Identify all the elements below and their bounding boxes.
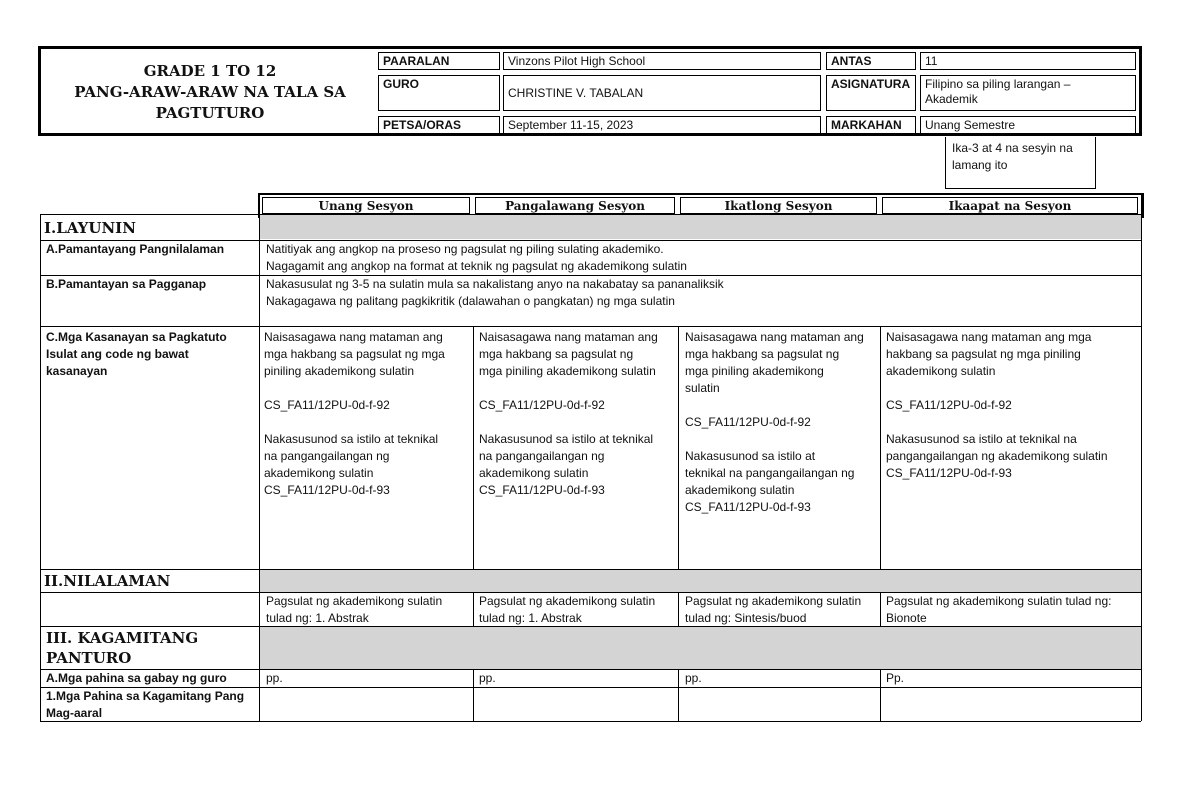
row-c-session-3: Naisasagawa nang mataman ang mga hakbang sa pagsulat ng mga piniling akademikong sulatin CS_FA11/12PU-0d-f-92 Nakasusunod sa istilo at teknikal na pangangailangan ng akademikong sulatin CS_FA11/12PU-0d-f-93 xyxy=(685,330,864,514)
grid-line xyxy=(40,569,1141,570)
grid-line xyxy=(473,669,474,721)
session-2-header: Pangalawang Sesyon xyxy=(475,197,675,214)
section-layunin: I.LAYUNIN xyxy=(44,219,136,237)
grid-line xyxy=(678,669,679,721)
grid-line xyxy=(880,326,881,570)
session-4-header: Ikaapat na Sesyon xyxy=(882,197,1138,214)
markahan-value: Unang Semestre xyxy=(920,116,1136,134)
nilalaman-session-3: Pagsulat ng akademikong sulatin tulad ng: Sintesis/buod xyxy=(685,594,862,625)
nilalaman-session-4: Pagsulat ng akademikong sulatin tulad ng: Bionote xyxy=(886,594,1112,625)
row-a-label: A.Pamantayang Pangnilalaman xyxy=(46,242,225,256)
antas-label: ANTAS xyxy=(826,52,916,70)
grid-line xyxy=(678,326,679,570)
row-b-label: B.Pamantayan sa Pagganap xyxy=(46,277,207,291)
grid-line xyxy=(678,592,679,626)
layunin-shade xyxy=(260,215,1141,239)
grid-line xyxy=(40,326,1141,327)
gabay-label: A.Mga pahina sa gabay ng guro xyxy=(46,671,227,685)
grid-line xyxy=(40,214,1141,215)
row-c-session-4: Naisasagawa nang mataman ang mga hakbang sa pagsulat ng mga piniling akademikong sulatin CS_FA11/12PU-0d-f-92 Nakasusunod sa istilo at teknikal na pangangailangan ng akademikong sulatin CS_FA11/12PU-0d-f-93 xyxy=(886,330,1108,480)
session-1-header: Unang Sesyon xyxy=(262,197,470,214)
session-3-header: Ikatlong Sesyon xyxy=(680,197,877,214)
section-nilalaman: II.NILALAMAN xyxy=(44,572,171,590)
row-c-label: C.Mga Kasanayan sa Pagkatuto Isulat ang code ng bawat kasanayan xyxy=(46,330,227,378)
gabay-session-4: Pp. xyxy=(886,671,905,685)
gabay-session-1: pp. xyxy=(266,671,283,685)
grid-line xyxy=(1141,193,1142,721)
row-c-session-2: Naisasagawa nang mataman ang mga hakbang sa pagsulat ng mga piniling akademikong sulatin CS_FA11/12PU-0d-f-92 Nakasusunod sa istilo at teknikal na pangangailangan ng akademikong sulatin CS_FA11/12PU-0d-f-93 xyxy=(479,330,658,497)
asignatura-label: ASIGNATURA xyxy=(826,75,916,111)
grid-line xyxy=(473,326,474,570)
petsa-value: September 11-15, 2023 xyxy=(503,116,821,134)
paaralan-value: Vinzons Pilot High School xyxy=(503,52,821,70)
row-c-session-1: Naisasagawa nang mataman ang mga hakbang sa pagsulat ng mga piniling akademikong sulatin CS_FA11/12PU-0d-f-92 Nakasusunod sa istilo at teknikal na pangangailangan ng akademikong sulatin CS_FA11/12PU-0d-f-93 xyxy=(264,330,445,497)
page-title: GRADE 1 TO 12 PANG-ARAW-ARAW NA TALA SA PAGTUTURO xyxy=(74,61,346,122)
magaaral-label: 1.Mga Pahina sa Kagamitang Pang Mag-aaral xyxy=(46,689,245,720)
row-b-text: Nakasusulat ng 3-5 na sulatin mula sa nakalistang anyo na nakabatay sa pananaliksik Nakagagawa ng palitang pagkikritik (dalawahan o pangkatan) ng mga sulatin xyxy=(266,277,724,308)
grid-line xyxy=(880,669,881,721)
grid-line xyxy=(259,214,260,721)
nilalaman-shade xyxy=(260,570,1141,592)
grid-line xyxy=(473,592,474,626)
row-a-text: Natitiyak ang angkop na proseso ng pagsulat ng piling sulating akademiko. Nagagamit ang angkop na format at teknik ng pagsulat ng akademikong sulatin xyxy=(266,242,687,273)
kagamitan-shade xyxy=(260,627,1141,669)
petsa-label: PETSA/ORAS xyxy=(378,116,500,134)
guro-value: CHRISTINE V. TABALAN xyxy=(503,75,821,111)
guro-label: GURO xyxy=(378,75,500,111)
section-kagamitan: III. KAGAMITANG PANTURO xyxy=(46,629,199,667)
asignatura-value: Filipino sa piling larangan – Akademik xyxy=(920,75,1136,111)
grid-line xyxy=(880,592,881,626)
paaralan-label: PAARALAN xyxy=(378,52,500,70)
markahan-label: MARKAHAN xyxy=(826,116,916,134)
nilalaman-session-1: Pagsulat ng akademikong sulatin tulad ng: 1. Abstrak xyxy=(266,594,443,625)
antas-value: 11 xyxy=(920,52,1136,70)
note-text: Ika-3 at 4 na sesyin na lamang ito xyxy=(952,141,1073,172)
gabay-session-2: pp. xyxy=(479,671,496,685)
gabay-session-3: pp. xyxy=(685,671,702,685)
nilalaman-session-2: Pagsulat ng akademikong sulatin tulad ng: 1. Abstrak xyxy=(479,594,656,625)
grid-line xyxy=(40,214,41,721)
